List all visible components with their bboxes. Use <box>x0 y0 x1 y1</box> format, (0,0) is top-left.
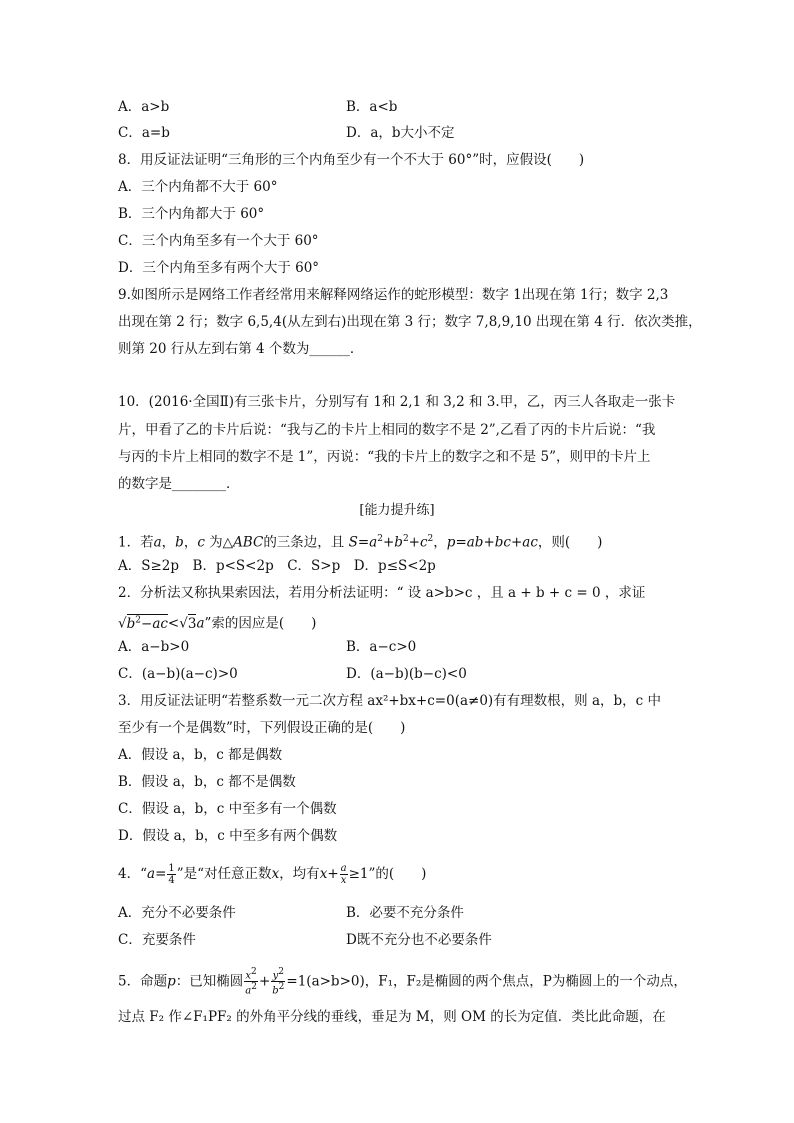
fraction-one-quarter: $\frac{1}{4}$ <box>168 863 175 886</box>
problem-1-prefix: 1．若 <box>118 534 154 551</box>
question-8-option-b: B．三个内角都大于 60° <box>118 206 265 222</box>
problem-5-mid: ：已知椭圆 <box>175 973 244 990</box>
problem-2-option-d: D．(a−b)(b−c)<0 <box>346 666 467 682</box>
problem-4-option-c: C．充要条件 <box>118 932 196 948</box>
question-8-option-c: C．三个内角至多有一个大于 60° <box>118 233 319 249</box>
question-8-stem: 8．用反证法证明“三角形的三个内角至少有一个不大于 60°”时，应假设( ) <box>118 152 585 168</box>
problem-4-option-b: B．必要不充分条件 <box>346 905 464 921</box>
question-10-line-4: 的数字是________． <box>118 476 240 492</box>
fraction-y2-over-b2: $\frac{y^2}{b^2}$ <box>272 967 285 997</box>
question-10-line-1: 10．(2016·全国Ⅱ)有三张卡片，分别写有 1和 2,1 和 3,2 和 3.甲，乙，丙三人各取走一张卡 <box>118 394 676 410</box>
problem-4-mid2: ，均有 <box>279 866 320 882</box>
problem-3-option-d: D．假设 a，b，c 中至多有两个偶数 <box>118 828 338 844</box>
problem-2-line-2-tail: ”索的因应是( ) <box>204 615 317 632</box>
question-9-line-3: 则第 20 行从左到右第 4 个数为______． <box>118 341 364 357</box>
problem-4-option-d: D既不充分也不必要条件 <box>346 932 492 948</box>
problem-1-mid: 为△ <box>209 534 234 551</box>
option-c: C．a=b <box>118 125 170 141</box>
option-b: B．a<b <box>346 99 398 115</box>
problem-3-line-2: 至少有一个是偶数”时，下列假设正确的是( ) <box>118 720 406 736</box>
option-a: A．a>b <box>118 99 170 115</box>
problem-5-line-1: 5．命题p：已知椭圆 $\frac{x^2}{a^2}$ + $\frac{y^2}{b^2}$ =1(a>b>0)，F₁，F₂是椭圆的两个焦点，P为椭圆上的一个动点， <box>118 967 687 997</box>
problem-1-stem: 1．若a，b，c 为△ABC的三条边，且 $S=a^2+b^2+c^2$，p=ab+bc+ac，则( ) <box>118 534 603 551</box>
problem-4-mid: ”是“对任意正数 <box>176 866 272 882</box>
fraction-a-over-x: $\frac{a}{x}$ <box>340 863 347 886</box>
question-10-line-3: 与丙的卡片上相同的数字不是 1”，丙说：“我的卡片上的数字之和不是 5”，则甲的卡片上 <box>118 449 651 465</box>
problem-4-end: ”的( ) <box>368 866 427 882</box>
problem-4-option-a: A．充分不必要条件 <box>118 905 236 921</box>
problem-4-stem: 4．“a= $\frac{1}{4}$ ”是“对任意正数x，均有x+ $\frac{a}{x}$ ≥1”的( ) <box>118 863 427 886</box>
problem-2-line-1: 2．分析法又称执果索因法，若用分析法证明：“ 设 a>b>c ，且 a + b + c = 0 ，求证 <box>118 585 646 601</box>
problem-2-option-a: A．a−b>0 <box>118 639 190 655</box>
question-8-option-a: A．三个内角都不大于 60° <box>118 179 278 195</box>
problem-4-prefix: 4．“ <box>118 866 147 882</box>
problem-2-option-b: B．a−c>0 <box>346 639 417 655</box>
problem-3-option-a: A．假设 a，b，c 都是偶数 <box>118 747 283 763</box>
problem-3-line-1: 3．用反证法证明“若整系数一元二次方程 ax²+bx+c=0(a≠0)有有理数根，则 a，b，c 中 <box>118 693 662 709</box>
problem-1-mid2: 的三条边，且 <box>263 534 345 551</box>
problem-2-option-c: C．(a−b)(a−c)>0 <box>118 666 238 682</box>
problem-1-options: A．S≥2p B．p<S<2p C．S>p D．p≤S<2p <box>118 558 436 574</box>
problem-3-option-b: B．假设 a，b，c 都不是偶数 <box>118 774 296 790</box>
problem-2-line-2: $√b^2-ac<√3a$”索的因应是( ) <box>118 615 317 632</box>
question-10-line-2: 片，甲看了乙的卡片后说：“我与乙的卡片上相同的数字不是 2”,乙看了丙的卡片后说：“我 <box>118 422 656 438</box>
problem-5-mid2: =1(a>b>0)，F₁，F₂是椭圆的两个焦点，P为椭圆上的一个动点， <box>286 973 687 990</box>
question-8-option-d: D．三个内角至多有两个大于 60° <box>118 260 320 276</box>
problem-5-line-2: 过点 F₂ 作∠F₁PF₂ 的外角平分线的垂线，垂足为 M，则 OM 的长为定值．类比此命题，在 <box>118 1009 666 1025</box>
problem-5-prefix: 5．命题 <box>118 973 168 990</box>
question-9-line-2: 出现在第 2 行；数字 6,5,4(从左到右)出现在第 3 行；数字 7,8,9,10 出现在第 4 行．依次类推， <box>118 314 702 330</box>
problem-1-end: ，则( ) <box>537 534 603 551</box>
option-d: D．a，b大小不定 <box>346 125 455 141</box>
section-title: [能力提升练] <box>359 503 435 518</box>
fraction-x2-over-a2: $\frac{x^2}{a^2}$ <box>245 967 257 997</box>
problem-3-option-c: C．假设 a，b，c 中至多有一个偶数 <box>118 801 337 817</box>
question-9-line-1: 9.如图所示是网络工作者经常用来解释网络运作的蛇形模型：数字 1出现在第 1行；数字 2,3 <box>118 287 669 303</box>
